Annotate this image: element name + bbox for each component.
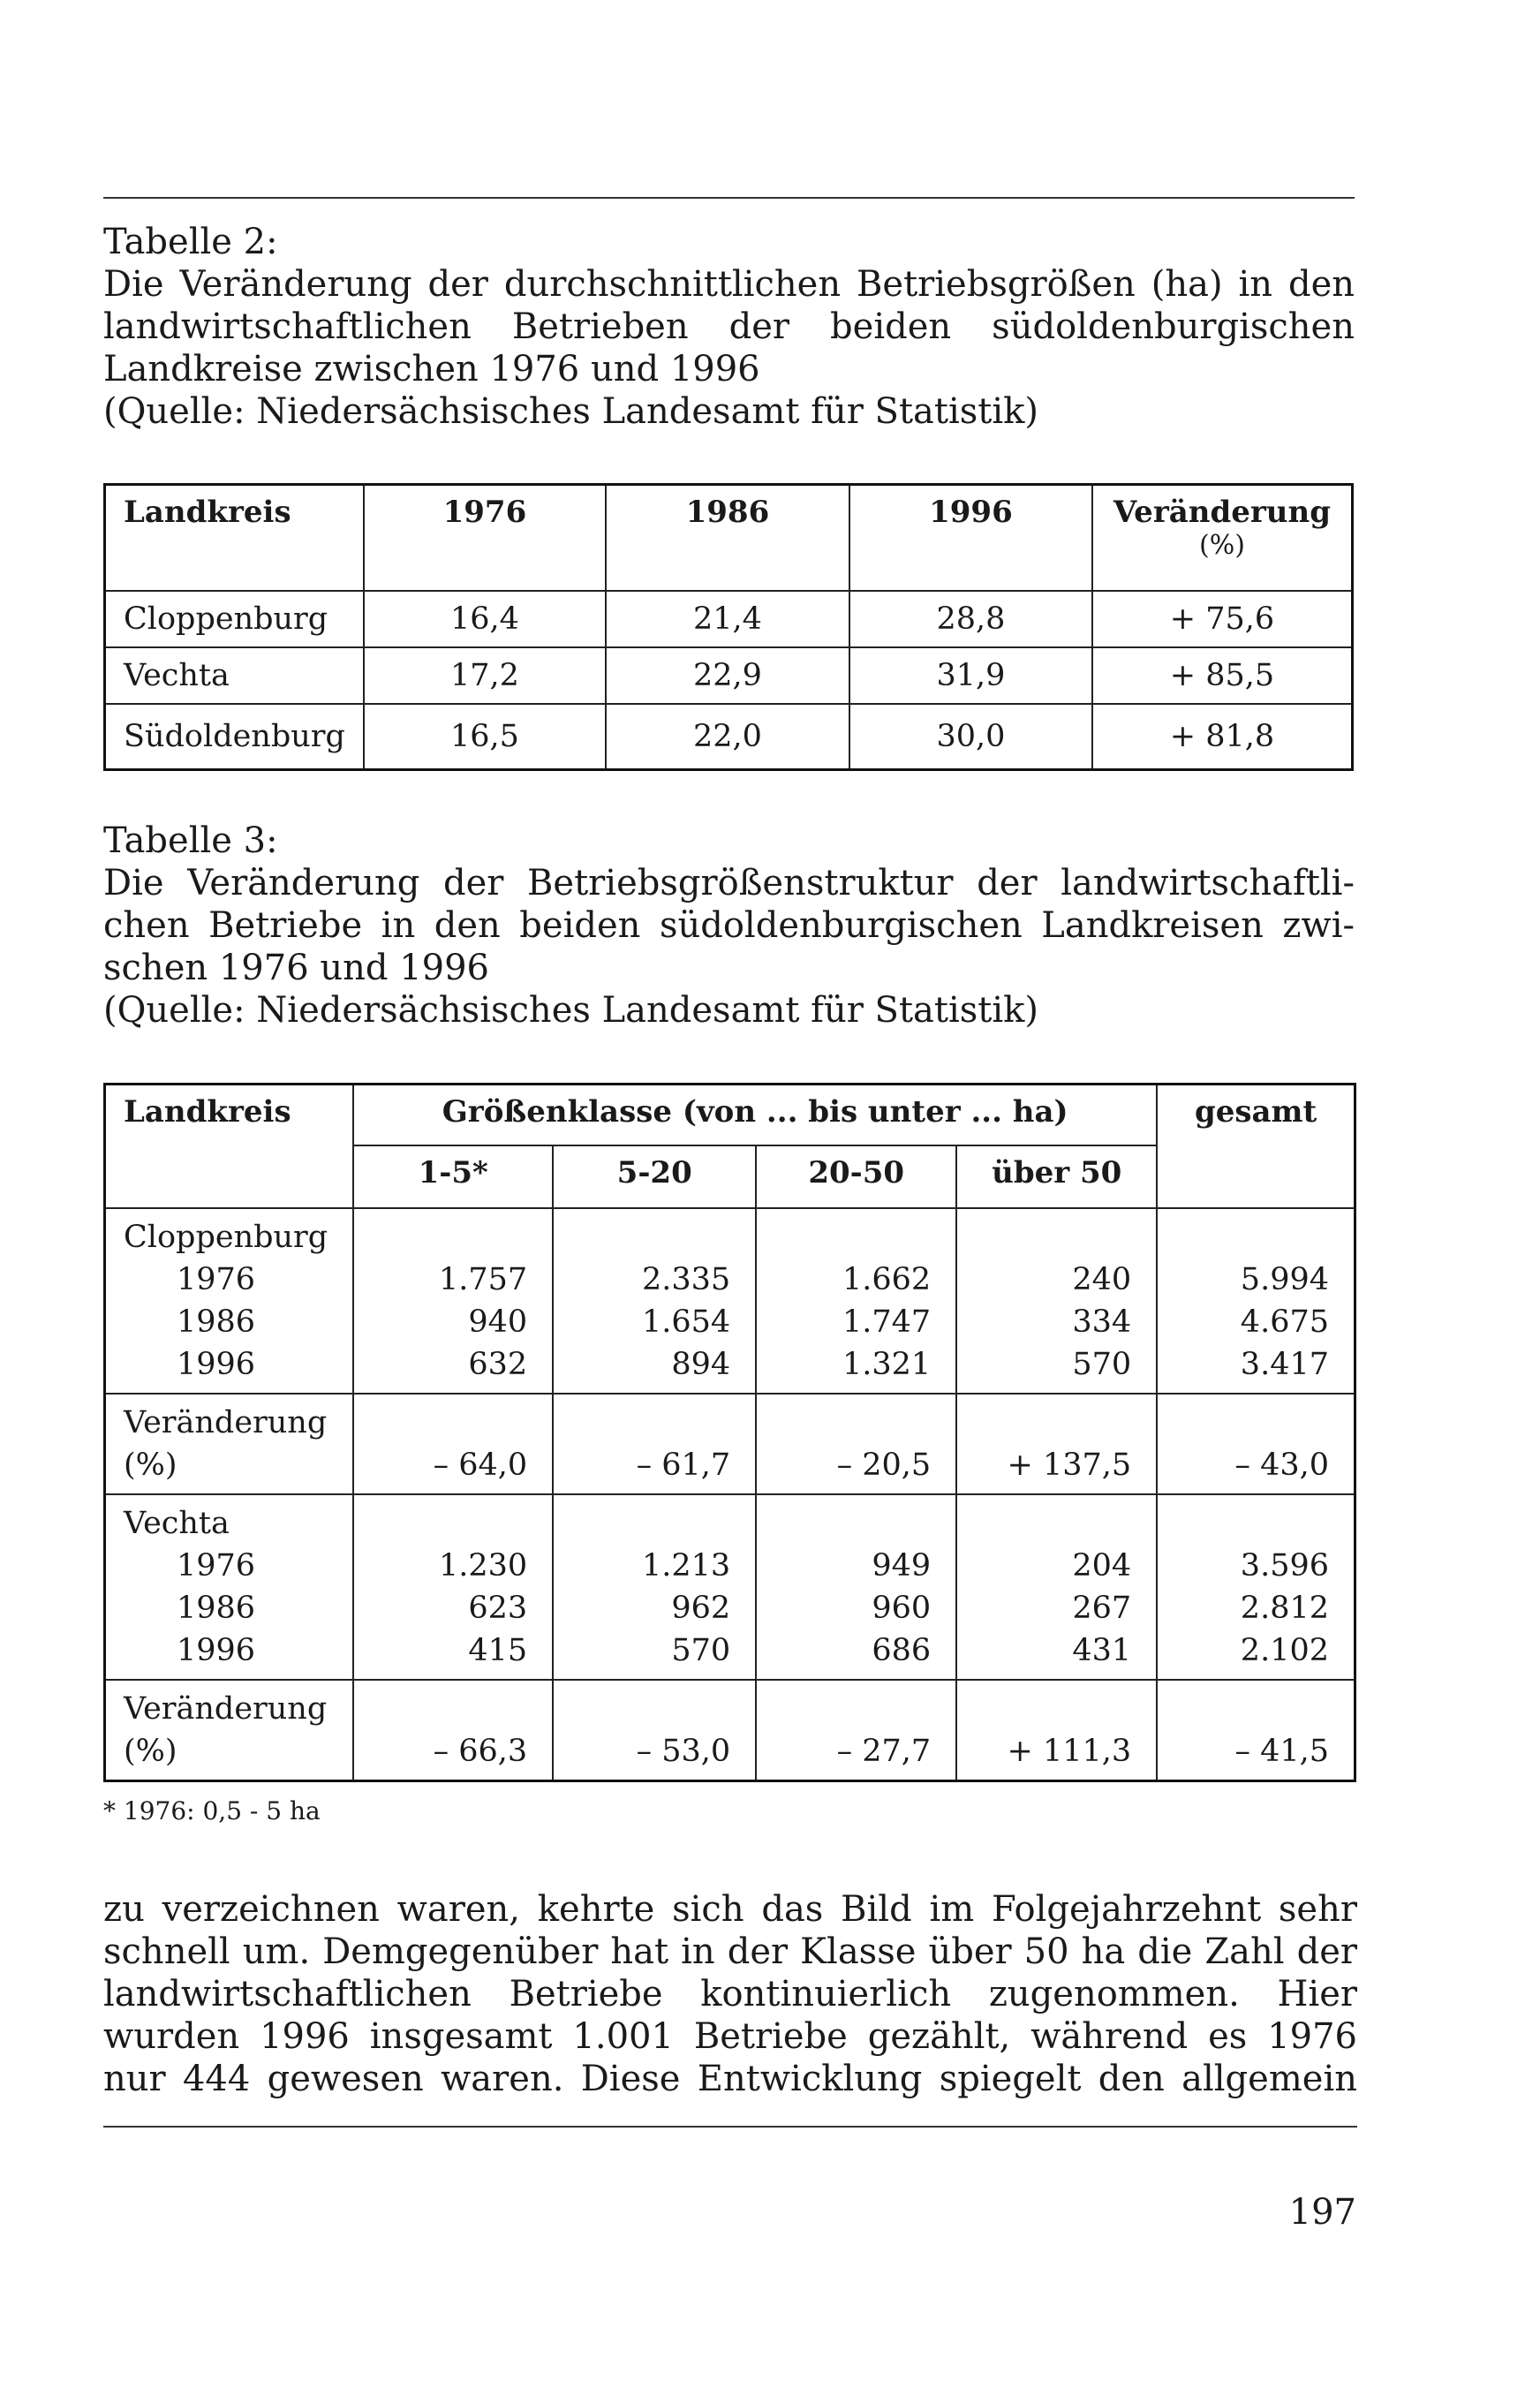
- caption-line: (Quelle: Niedersächsisches Landesamt für Statistik): [103, 391, 1038, 432]
- cell: [553, 1208, 756, 1394]
- row-label-cell: [105, 1208, 354, 1394]
- value: 686: [872, 1633, 932, 1668]
- year-label: 1996: [177, 1633, 256, 1668]
- header-label: Veränderung: [1113, 495, 1332, 530]
- column-subheader: 5-20: [553, 1145, 756, 1208]
- column-header: 1976: [364, 485, 606, 592]
- table2: [103, 483, 1354, 771]
- table-row: [105, 647, 1353, 704]
- value: – 53,0: [636, 1734, 731, 1769]
- cell: [353, 1394, 553, 1494]
- cell: [553, 1494, 756, 1680]
- cell: [956, 1208, 1157, 1394]
- value: 1.757: [439, 1262, 528, 1297]
- value: – 43,0: [1234, 1447, 1329, 1483]
- table3: [103, 1083, 1356, 1782]
- cell: [1157, 1494, 1355, 1680]
- column-group-header: Größenklasse (von ... bis unter ... ha): [353, 1085, 1157, 1146]
- table-row: [105, 704, 1353, 770]
- value: 334: [1072, 1304, 1132, 1340]
- cell: Cloppenburg: [105, 591, 364, 647]
- column-header: Landkreis: [105, 1085, 354, 1209]
- value: + 137,5: [1007, 1447, 1132, 1483]
- value: 960: [872, 1591, 932, 1626]
- year-label: 1976: [177, 1262, 256, 1297]
- value: 623: [468, 1591, 528, 1626]
- cell: 22,9: [606, 647, 849, 704]
- cell: [553, 1680, 756, 1781]
- column-subheader: 20-50: [756, 1145, 956, 1208]
- cell: 21,4: [606, 591, 849, 647]
- cell: [756, 1680, 956, 1781]
- value: 570: [671, 1633, 731, 1668]
- cell: [956, 1680, 1157, 1781]
- body-line: schnell um. Demgegenüber hat in der Klasse über 50 ha die Zahl der: [103, 1931, 1357, 1972]
- value: 962: [671, 1591, 731, 1626]
- cell: [756, 1394, 956, 1494]
- caption-line: schen 1976 und 1996: [103, 948, 489, 988]
- cell: [353, 1494, 553, 1680]
- body-line: zu verzeichnen waren, kehrte sich das Bild im Folgejahrzehnt sehr: [103, 1889, 1357, 1930]
- cell: [1157, 1680, 1355, 1781]
- cell: Vechta: [105, 647, 364, 704]
- value: – 66,3: [433, 1734, 528, 1769]
- change-label: Veränderung: [124, 1691, 328, 1727]
- value: 1.662: [842, 1262, 932, 1297]
- table3-caption: [103, 820, 1355, 1032]
- year-label: 1986: [177, 1591, 256, 1626]
- cell: + 85,5: [1092, 647, 1353, 704]
- value: 3.596: [1240, 1548, 1329, 1584]
- value: 1.230: [439, 1548, 528, 1584]
- cell: + 75,6: [1092, 591, 1353, 647]
- value: 4.675: [1240, 1304, 1329, 1340]
- table3-footnote: * 1976: 0,5 - 5 ha: [103, 1796, 321, 1825]
- value: 949: [872, 1548, 932, 1584]
- value: 632: [468, 1347, 528, 1382]
- column-subheader: 1-5*: [353, 1145, 553, 1208]
- body-line: nur 444 gewesen waren. Diese Entwicklung spiegelt den allgemein: [103, 2059, 1357, 2099]
- value: 267: [1072, 1591, 1132, 1626]
- cell: 31,9: [849, 647, 1092, 704]
- column-header: gesamt: [1157, 1085, 1355, 1209]
- cell: [1157, 1208, 1355, 1394]
- cell: [756, 1494, 956, 1680]
- cell: 22,0: [606, 704, 849, 770]
- table-row-group: [105, 1208, 1355, 1394]
- caption-line: Landkreise zwischen 1976 und 1996: [103, 349, 760, 389]
- table-header-row: [105, 1085, 1355, 1146]
- value: 240: [1072, 1262, 1132, 1297]
- caption-line: (Quelle: Niedersächsisches Landesamt für Statistik): [103, 990, 1038, 1031]
- value: 415: [468, 1633, 528, 1668]
- body-line: wurden 1996 insgesamt 1.001 Betriebe gezählt, während es 1976: [103, 2016, 1357, 2057]
- caption-line: chen Betriebe in den beiden südoldenburgischen Landkreisen zwi-: [103, 905, 1355, 946]
- value: – 20,5: [836, 1447, 932, 1483]
- district-name: Cloppenburg: [124, 1220, 328, 1255]
- caption-line: Die Veränderung der durchschnittlichen Betriebsgrößen (ha) in den: [103, 264, 1355, 305]
- value: 5.994: [1240, 1262, 1329, 1297]
- value: 1.654: [642, 1304, 731, 1340]
- cell: [353, 1680, 553, 1781]
- cell: [353, 1208, 553, 1394]
- value: – 64,0: [433, 1447, 528, 1483]
- caption-line: Tabelle 3:: [103, 820, 278, 861]
- value: – 27,7: [836, 1734, 932, 1769]
- value: 204: [1072, 1548, 1132, 1584]
- bottom-rule: [103, 2126, 1357, 2128]
- cell: + 81,8: [1092, 704, 1353, 770]
- row-label-cell: [105, 1394, 354, 1494]
- caption-line: landwirtschaftlichen Betrieben der beiden südoldenburgischen: [103, 306, 1355, 347]
- cell: [553, 1394, 756, 1494]
- value: 2.102: [1240, 1633, 1329, 1668]
- cell: Südoldenburg: [105, 704, 364, 770]
- district-name: Vechta: [124, 1506, 230, 1541]
- cell: 16,4: [364, 591, 606, 647]
- cell: [1157, 1394, 1355, 1494]
- page-number: 197: [1288, 2192, 1356, 2233]
- body-paragraph: [103, 1888, 1357, 2100]
- value: + 111,3: [1007, 1734, 1132, 1769]
- body-line: landwirtschaftlichen Betriebe kontinuierlich zugenommen. Hier: [103, 1974, 1357, 2014]
- cell: 17,2: [364, 647, 606, 704]
- cell: [956, 1494, 1157, 1680]
- header-unit: (%): [1199, 530, 1245, 561]
- top-rule: [103, 197, 1355, 199]
- value: 1.747: [842, 1304, 932, 1340]
- cell: 16,5: [364, 704, 606, 770]
- value: 431: [1072, 1633, 1132, 1668]
- row-label-cell: [105, 1494, 354, 1680]
- cell: 28,8: [849, 591, 1092, 647]
- table2-caption: [103, 221, 1355, 433]
- value: 2.812: [1240, 1591, 1329, 1626]
- row-label-cell: [105, 1680, 354, 1781]
- table-header-row: [105, 485, 1353, 592]
- change-row: [105, 1680, 1355, 1781]
- change-unit: (%): [124, 1447, 177, 1483]
- caption-line: Die Veränderung der Betriebsgrößenstruktur der landwirtschaftli-: [103, 863, 1355, 903]
- cell: [756, 1208, 956, 1394]
- column-header: [1092, 485, 1353, 592]
- year-label: 1976: [177, 1548, 256, 1584]
- value: 940: [468, 1304, 528, 1340]
- value: 570: [1072, 1347, 1132, 1382]
- value: – 41,5: [1234, 1734, 1329, 1769]
- column-header: 1986: [606, 485, 849, 592]
- year-label: 1986: [177, 1304, 256, 1340]
- table-row: [105, 591, 1353, 647]
- change-row: [105, 1394, 1355, 1494]
- value: 2.335: [642, 1262, 731, 1297]
- caption-line: Tabelle 2:: [103, 222, 278, 262]
- value: 1.213: [642, 1548, 731, 1584]
- cell: [956, 1394, 1157, 1494]
- column-header: 1996: [849, 485, 1092, 592]
- value: 3.417: [1240, 1347, 1329, 1382]
- change-unit: (%): [124, 1734, 177, 1769]
- column-header: Landkreis: [105, 485, 364, 592]
- value: – 61,7: [636, 1447, 731, 1483]
- cell: 30,0: [849, 704, 1092, 770]
- table-row-group: [105, 1494, 1355, 1680]
- change-label: Veränderung: [124, 1405, 328, 1440]
- value: 1.321: [842, 1347, 932, 1382]
- value: 894: [671, 1347, 731, 1382]
- year-label: 1996: [177, 1347, 256, 1382]
- column-subheader: über 50: [956, 1145, 1157, 1208]
